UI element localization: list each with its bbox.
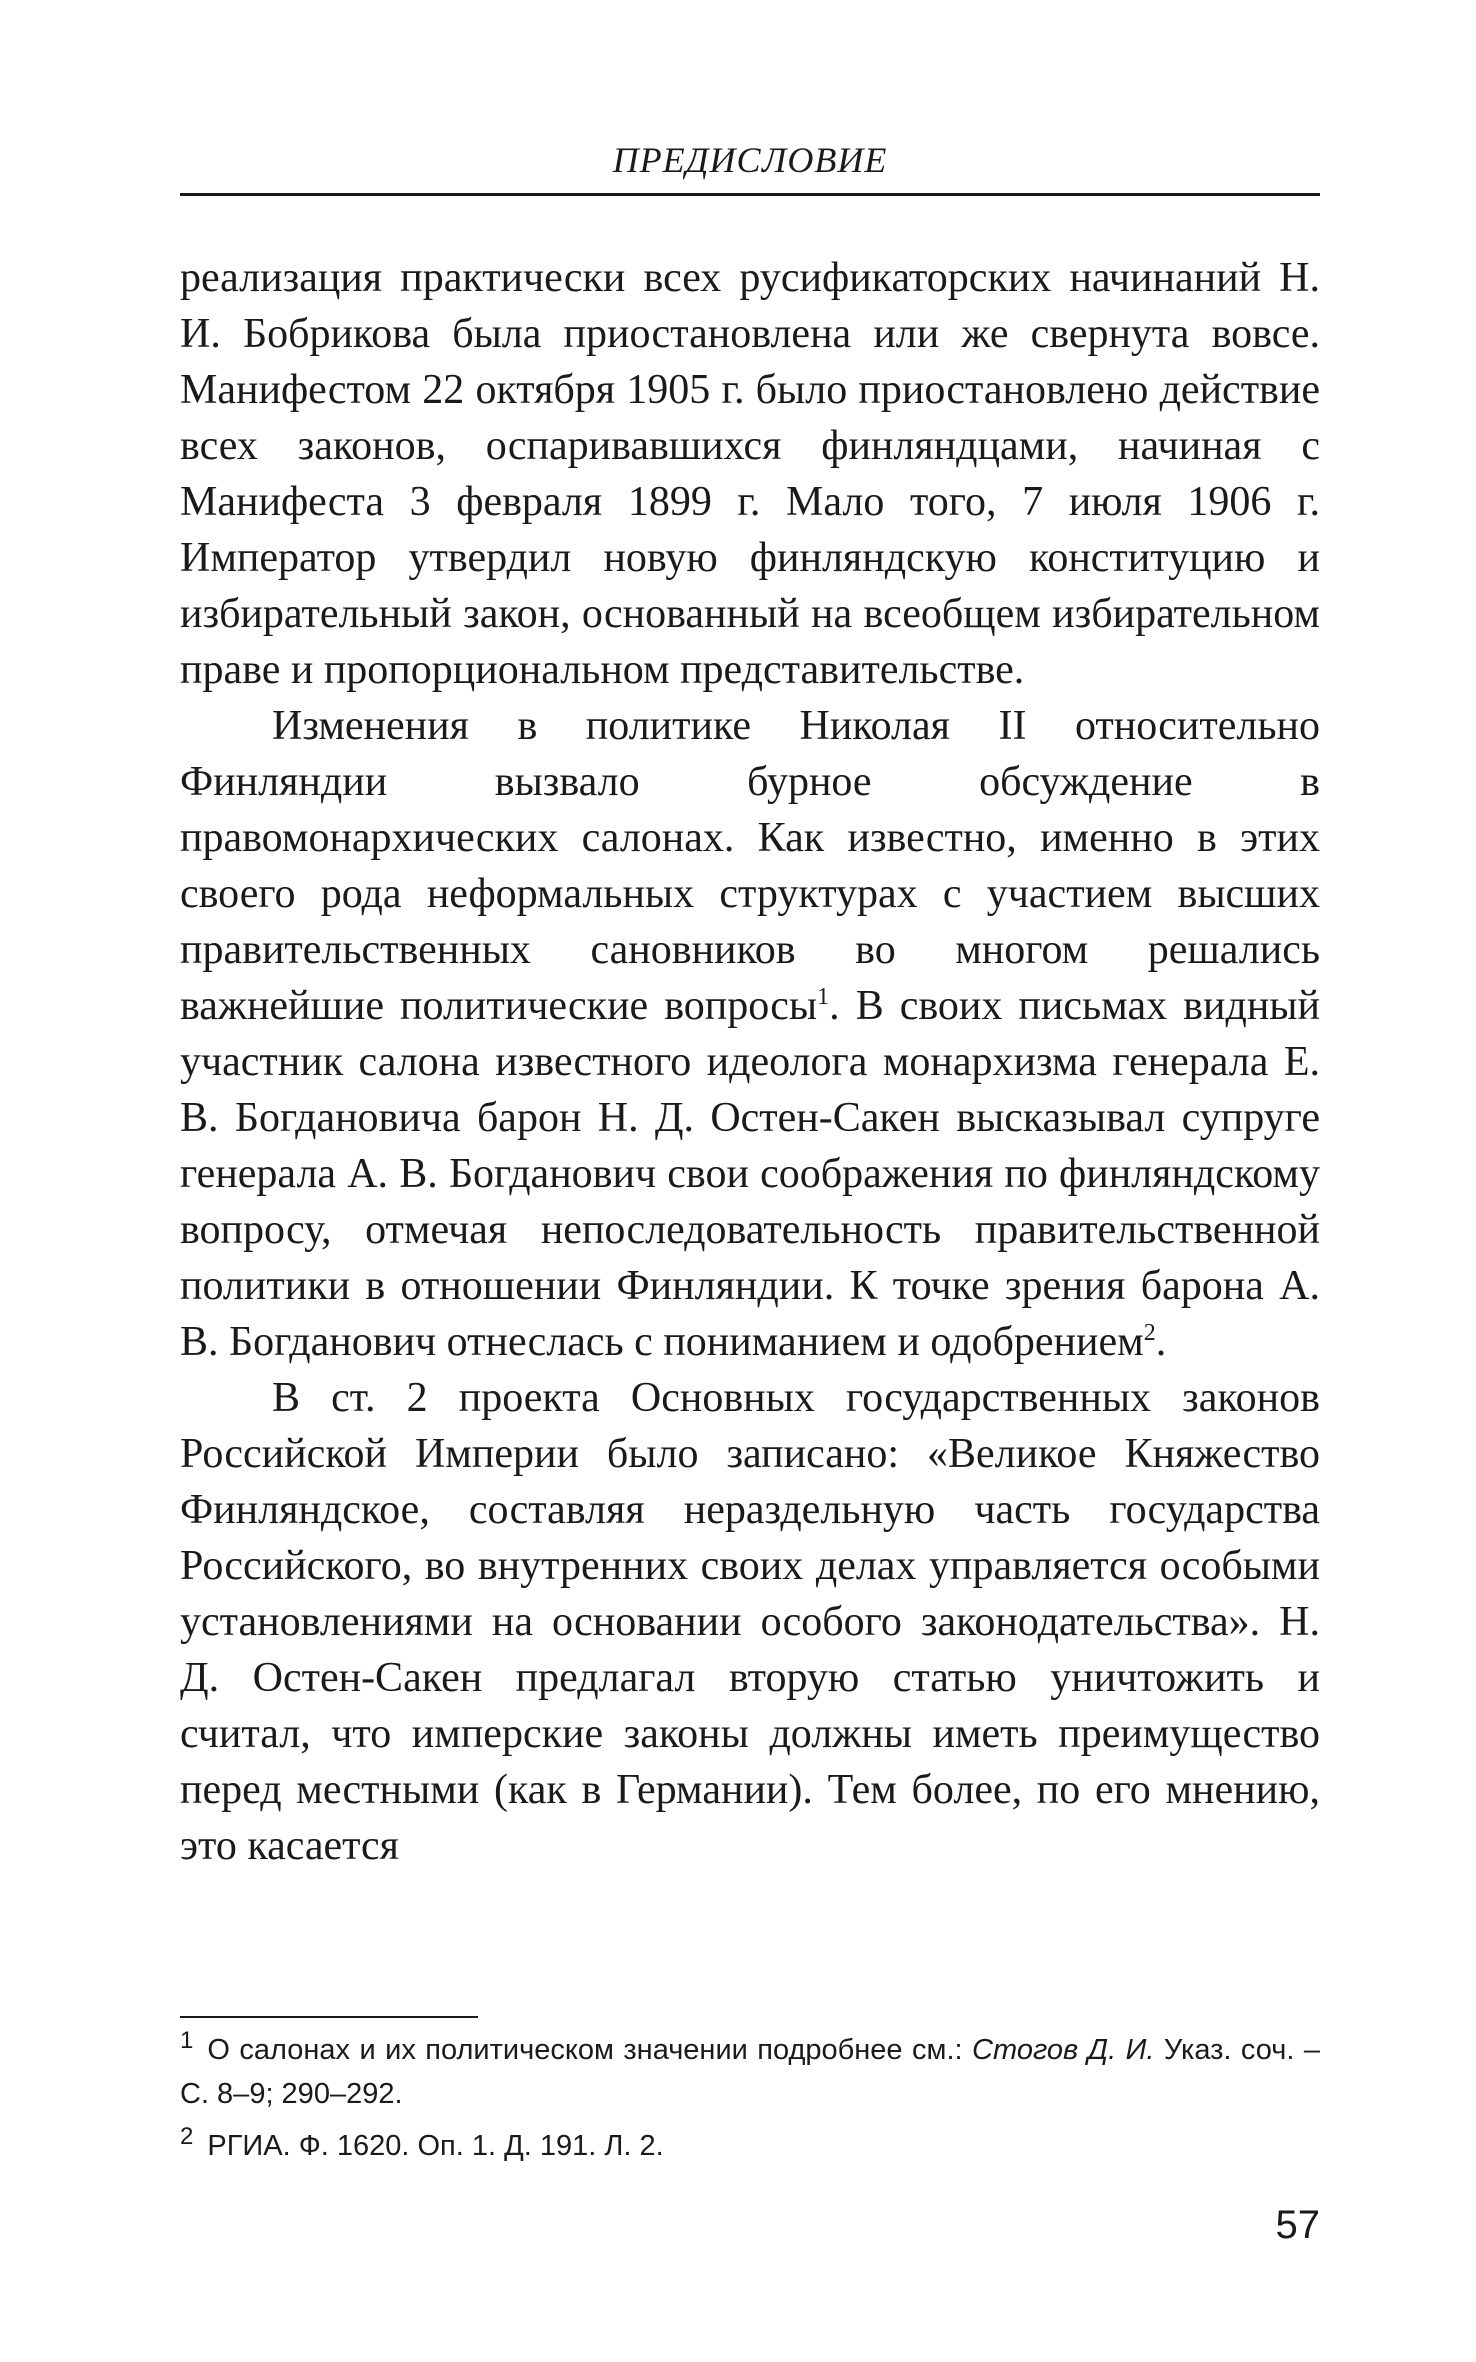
running-head: ПРЕДИСЛОВИЕ	[612, 140, 888, 180]
footnote-2-mark: 2	[180, 2123, 194, 2151]
footnote-2	[180, 2124, 1320, 2168]
footnote-rule	[180, 2016, 478, 2018]
footnote-ref-2: 2	[1143, 1320, 1156, 1346]
footnote-1-mark: 1	[180, 2027, 194, 2055]
paragraph-2-part-b: . В своих письмах видный участник салона известного идеолога монархизма генерала Е. В. Богдановича барон Н. Д. Остен-Сакен высказывал супруге генерала А. В. Богданович свои соображения по финляндскому вопросу, отмечая непоследовательность правительственной политики в отношении Финляндии. К точке зрения барона А. В. Богданович отнеслась с пониманием и одобрением	[180, 983, 1320, 1365]
footnote-ref-1: 1	[817, 984, 830, 1010]
footnotes	[180, 2028, 1320, 2176]
paragraph-2-part-c: .	[1155, 1319, 1167, 1365]
footnote-1-text-after: Указ. соч. – С. 8–9; 290–292.	[180, 2034, 1321, 2110]
paragraph-2-part-a: Изменения в политике Николая II относительно Финляндии вызвало бурное обсуждение в правомонархических салонах. Как известно, именно в этих своего рода неформальных структурах с участием высших правительственных сановников во многом решались важнейшие политические вопросы	[180, 703, 1320, 1029]
paragraph-3: В ст. 2 проекта Основных государственных законов Российской Империи было записано: «Великое Княжество Финляндское, составляя нераздельную часть государства Российского, во внутренних своих делах управляется особыми установлениями на основании особого законодательства». Н. Д. Остен-Сакен предлагал вторую статью уничтожить и считал, что имперские законы должны иметь преимущество перед местными (как в Германии). Тем более, по его мнению, это касается	[180, 1375, 1320, 1869]
paragraph-1: реализация практически всех русификаторских начинаний Н. И. Бобрикова была приостановлена или же свернута вовсе. Манифестом 22 октября 1905 г. было приостановлено действие всех законов, оспаривавшихся финляндцами, начиная с Манифеста 3 февраля 1899 г. Мало того, 7 июля 1906 г. Император утвердил новую финляндскую конституцию и избирательный закон, основанный на всеобщем избирательном праве и пропорциональном представительстве.	[180, 255, 1320, 693]
footnote-1-text-before: О салонах и их политическом значении подробнее см.:	[207, 2034, 973, 2066]
footnote-1	[180, 2028, 1320, 2116]
page-number: 57	[1275, 2203, 1320, 2247]
header-rule	[180, 193, 1320, 196]
paragraph-2	[180, 698, 1320, 1370]
footnote-1-author: Стогов Д. И.	[972, 2034, 1155, 2066]
footnote-2-text: РГИА. Ф. 1620. Оп. 1. Д. 191. Л. 2.	[207, 2130, 664, 2162]
main-text	[180, 250, 1320, 1874]
